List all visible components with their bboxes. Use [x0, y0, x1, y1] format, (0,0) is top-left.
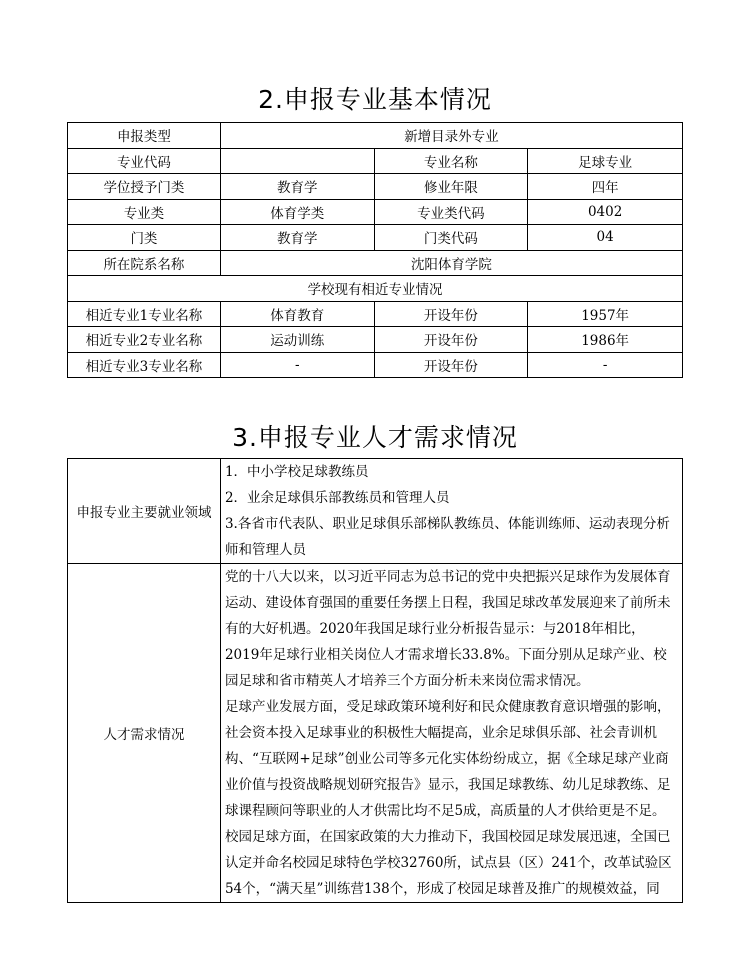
related-3-value: -: [220, 352, 374, 378]
related-3-year-label: 开设年份: [374, 352, 528, 378]
category-value: 体育学类: [220, 199, 374, 225]
section-3-title: 3.申报专业人才需求情况: [232, 423, 518, 452]
category-code-value: 0402: [528, 199, 683, 225]
discipline-code-value: 04: [528, 225, 683, 251]
employment-item: 1．中小学校足球教练员: [224, 464, 369, 480]
major-code-label: 专业代码: [68, 148, 221, 174]
discipline-value: 教育学: [220, 225, 374, 251]
discipline-label: 门类: [68, 225, 221, 251]
demand-paragraph: 足球产业发展方面，受足球政策环境利好和民众健康教育意识增强的影响，社会资本投入足球事业的积极性大幅提高，业余足球俱乐部、社会青训机构、“互联网+足球”创业公司等多元化实体纷纷成立，据《全球足球产业商业价值与投资战略规划研究报告》显示，我国足球教练、幼儿足球教练、足球课程顾问等职业的人才供需比均不足5成，高质量的人才供给更是不足。: [224, 699, 671, 819]
table-row: [68, 250, 683, 276]
table-row: [68, 199, 683, 225]
related-1-value: 体育教育: [220, 301, 374, 327]
table-row: [68, 148, 683, 174]
major-name-value: 足球专业: [528, 148, 683, 174]
major-code-value: [220, 148, 374, 174]
table-row: [68, 327, 683, 353]
years-label: 修业年限: [374, 174, 528, 200]
related-1-label: 相近专业1专业名称: [68, 301, 221, 327]
related-2-label: 相近专业2专业名称: [68, 327, 221, 353]
related-2-value: 运动训练: [220, 327, 374, 353]
demand-table: [67, 458, 683, 903]
category-label: 专业类: [68, 199, 221, 225]
table-row: [68, 123, 683, 149]
employment-list: [220, 459, 682, 564]
table-row: [68, 564, 683, 903]
related-2-year-value: 1986年: [528, 327, 683, 353]
employment-item: 2．业余足球俱乐部教练员和管理人员: [224, 490, 450, 506]
related-2-year-label: 开设年份: [374, 327, 528, 353]
years-value: 四年: [528, 174, 683, 200]
category-code-label: 专业类代码: [374, 199, 528, 225]
employment-item: 3.各省市代表队、职业足球俱乐部梯队教练员、体能训练师、运动表现分析师和管理人员: [224, 516, 670, 558]
employment-label: 申报专业主要就业领域: [68, 459, 221, 564]
related-3-year-value: -: [528, 352, 683, 378]
degree-value: 教育学: [220, 174, 374, 200]
related-1-year-label: 开设年份: [374, 301, 528, 327]
degree-label: 学位授予门类: [68, 174, 221, 200]
table-row: [68, 276, 683, 302]
college-value: 沈阳体育学院: [220, 250, 682, 276]
related-1-year-value: 1957年: [528, 301, 683, 327]
related-header: 学校现有相近专业情况: [68, 276, 683, 302]
apply-type-value: 新增目录外专业: [220, 123, 682, 149]
related-3-label: 相近专业3专业名称: [68, 352, 221, 378]
basic-info-table: [67, 122, 683, 378]
discipline-code-label: 门类代码: [374, 225, 528, 251]
section-2-title: 2.申报专业基本情况: [258, 85, 492, 114]
table-row: [68, 352, 683, 378]
demand-label: 人才需求情况: [68, 564, 221, 903]
college-label: 所在院系名称: [68, 250, 221, 276]
table-row: [68, 301, 683, 327]
demand-paragraph: 校园足球方面，在国家政策的大力推动下，我国校园足球发展迅速，全国已认定并命名校园足球特色学校32760所，试点县（区）241个，改革试验区54个，“满天星”训练营138个，形成了校园足球普及推广的规模效益，同: [224, 829, 672, 897]
demand-paragraph: 党的十八大以来，以习近平同志为总书记的党中央把振兴足球作为发展体育运动、建设体育强国的重要任务摆上日程，我国足球改革发展迎来了前所未有的大好机遇。2020年我国足球行业分析报告显示：与2018年相比，2019年足球行业相关岗位人才需求增长33.8%。下面分别从足球产业、校园足球和省市精英人才培养三个方面分析未来岗位需求情况。: [224, 569, 671, 689]
demand-text: [220, 564, 682, 903]
table-row: [68, 459, 683, 564]
apply-type-label: 申报类型: [68, 123, 221, 149]
table-row: [68, 174, 683, 200]
major-name-label: 专业名称: [374, 148, 528, 174]
table-row: [68, 225, 683, 251]
